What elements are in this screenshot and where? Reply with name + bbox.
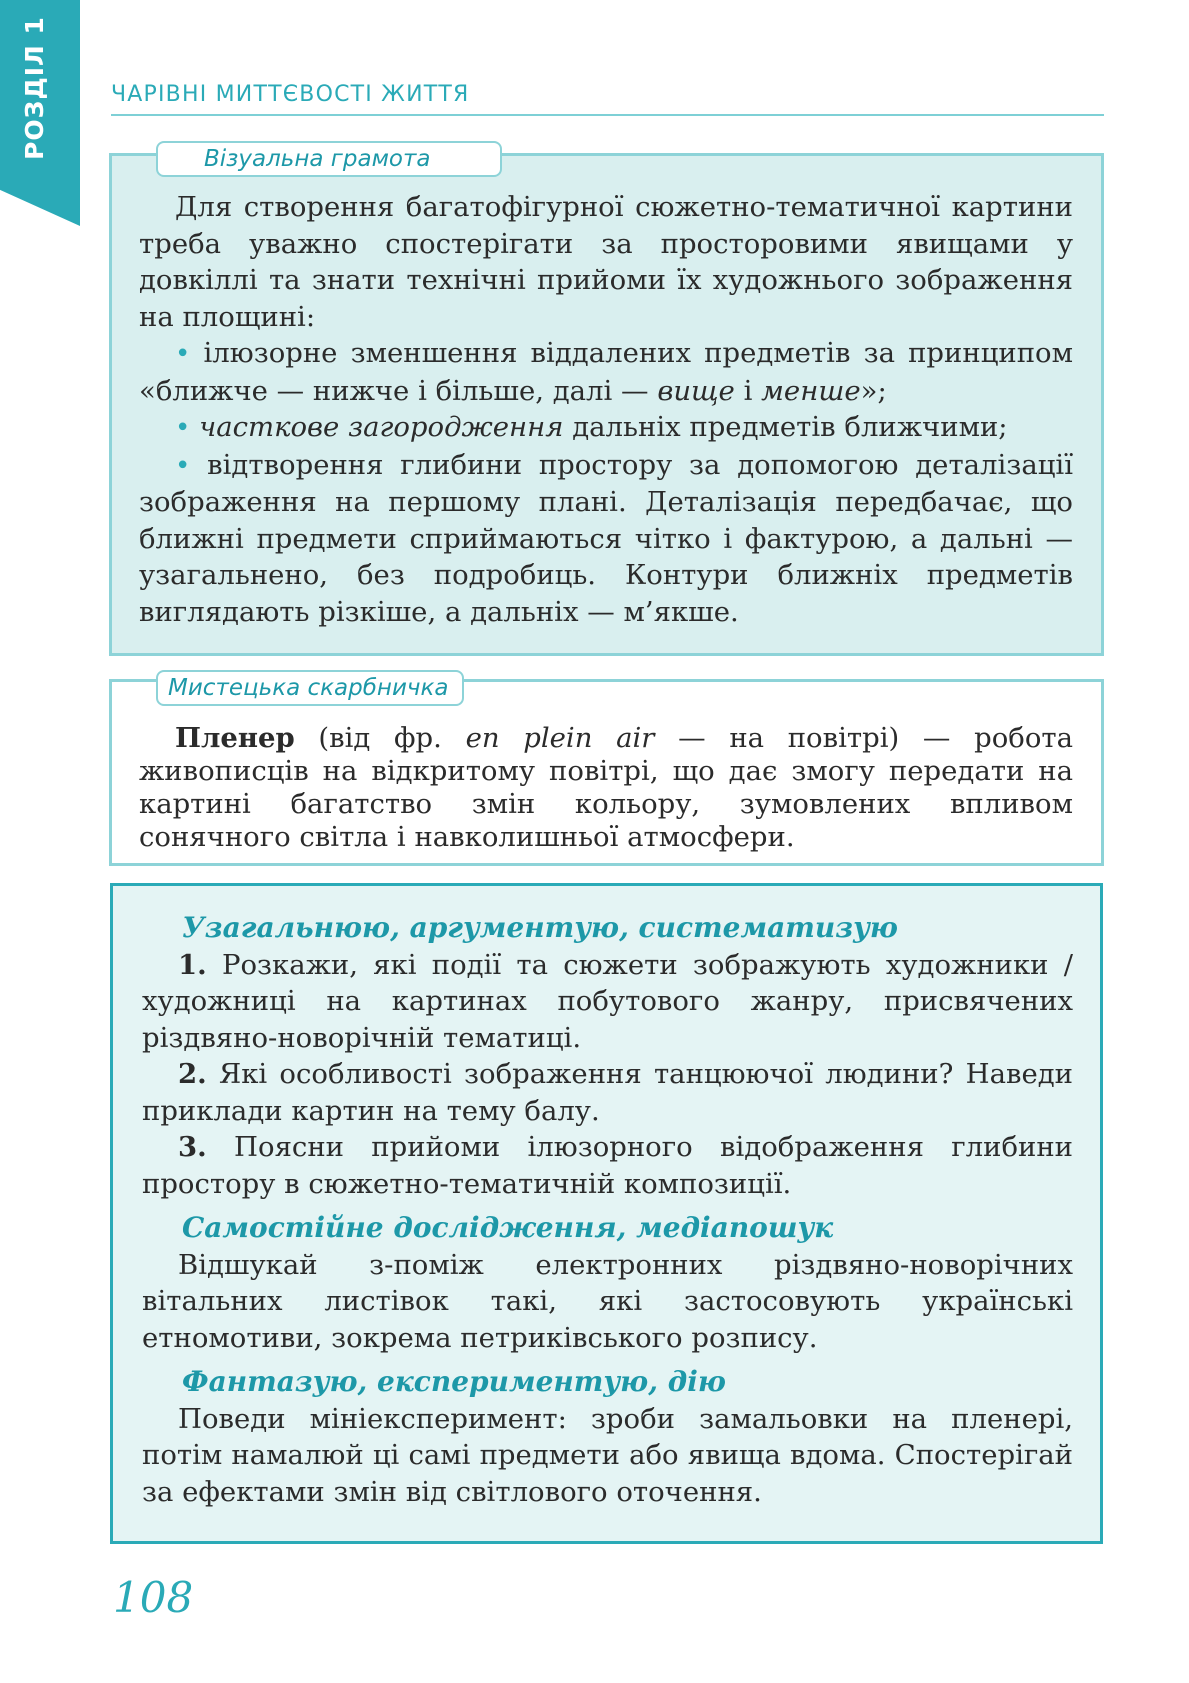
task-heading-research: Самостійне дослідження, медіапошук (182, 1211, 834, 1244)
task-heading-generalize: Узагальнюю, аргументую, систематизую (182, 911, 898, 944)
definition-paragraph: Пленер (від фр. en plein air — на повітрі) — робота живописців на відкритому повітрі, що дає змогу передати на картині багатство змін кольору, зумовлених впливом сонячного світла і навколишньої атмосфери. (139, 722, 1073, 853)
bullet-icon: • (175, 339, 191, 369)
bullet-item-3: • відтворення глибини простору за допомогою деталізації зображення на першому плані. Деталізація передбачає, що ближні предмети сприймаються чітко і фактурою, а дальні — узагальнено, без подробиць. Контури ближніх предметів виглядають різкіше, а дальніх — м’якше. (139, 448, 1073, 628)
section-tab-label: РОЗДІЛ 1 (20, 16, 49, 160)
question-3: 3. Поясни прийоми ілюзорного відображення глибини простору в сюжетно-тематичній композиції. (142, 1131, 1073, 1200)
visual-literacy-tag: Візуальна грамота (156, 141, 502, 177)
task-heading-experiment: Фантазую, експериментую, дію (182, 1365, 726, 1398)
experiment-task: Поведи мініексперимент: зроби замальовки на пленері, потім намалюй ці самі предмети або явища вдома. Спостерігай за ефектами змін від світлового оточення. (142, 1402, 1073, 1508)
page-number: 108 (113, 1573, 194, 1622)
art-treasury-text (139, 722, 1073, 854)
visual-literacy-text (139, 189, 1073, 630)
definition-term: Пленер (175, 722, 295, 754)
bullet-icon: • (175, 413, 191, 443)
bullet-icon: • (175, 450, 191, 481)
bullet-item-1: • ілюзорне зменшення віддалених предметів за принципом «ближче — нижче і більше, далі — вище і менше»; (139, 337, 1073, 407)
bullet-item-2: • часткове загородження дальніх предметів ближчими; (175, 411, 1008, 443)
header-divider (111, 114, 1104, 116)
running-head: ЧАРІВНІ МИТТЄВОСТІ ЖИТТЯ (111, 82, 470, 107)
visual-literacy-intro: Для створення багатофігурної сюжетно-тематичної картини треба уважно спостерігати за просторовими явищами у довкіллі та знати технічні прийоми їх художнього зображення на площині: (139, 191, 1073, 333)
question-1: 1. Розкажи, які події та сюжети зображують художники / художниці на картинах побутового жанру, присвячених різдвяно-новорічній тематиці. (142, 948, 1073, 1054)
question-2: 2. Які особливості зображення танцюючої людини? Наведи приклади картин на тему балу. (142, 1058, 1073, 1127)
art-treasury-tag: Мистецька скарбничка (156, 670, 464, 706)
tasks-text (142, 910, 1073, 1510)
research-task: Відшукай з-поміж електронних різдвяно-новорічних вітальних листівок такі, які застосовують українські етномотиви, зокрема петриківського розпису. (142, 1248, 1073, 1354)
